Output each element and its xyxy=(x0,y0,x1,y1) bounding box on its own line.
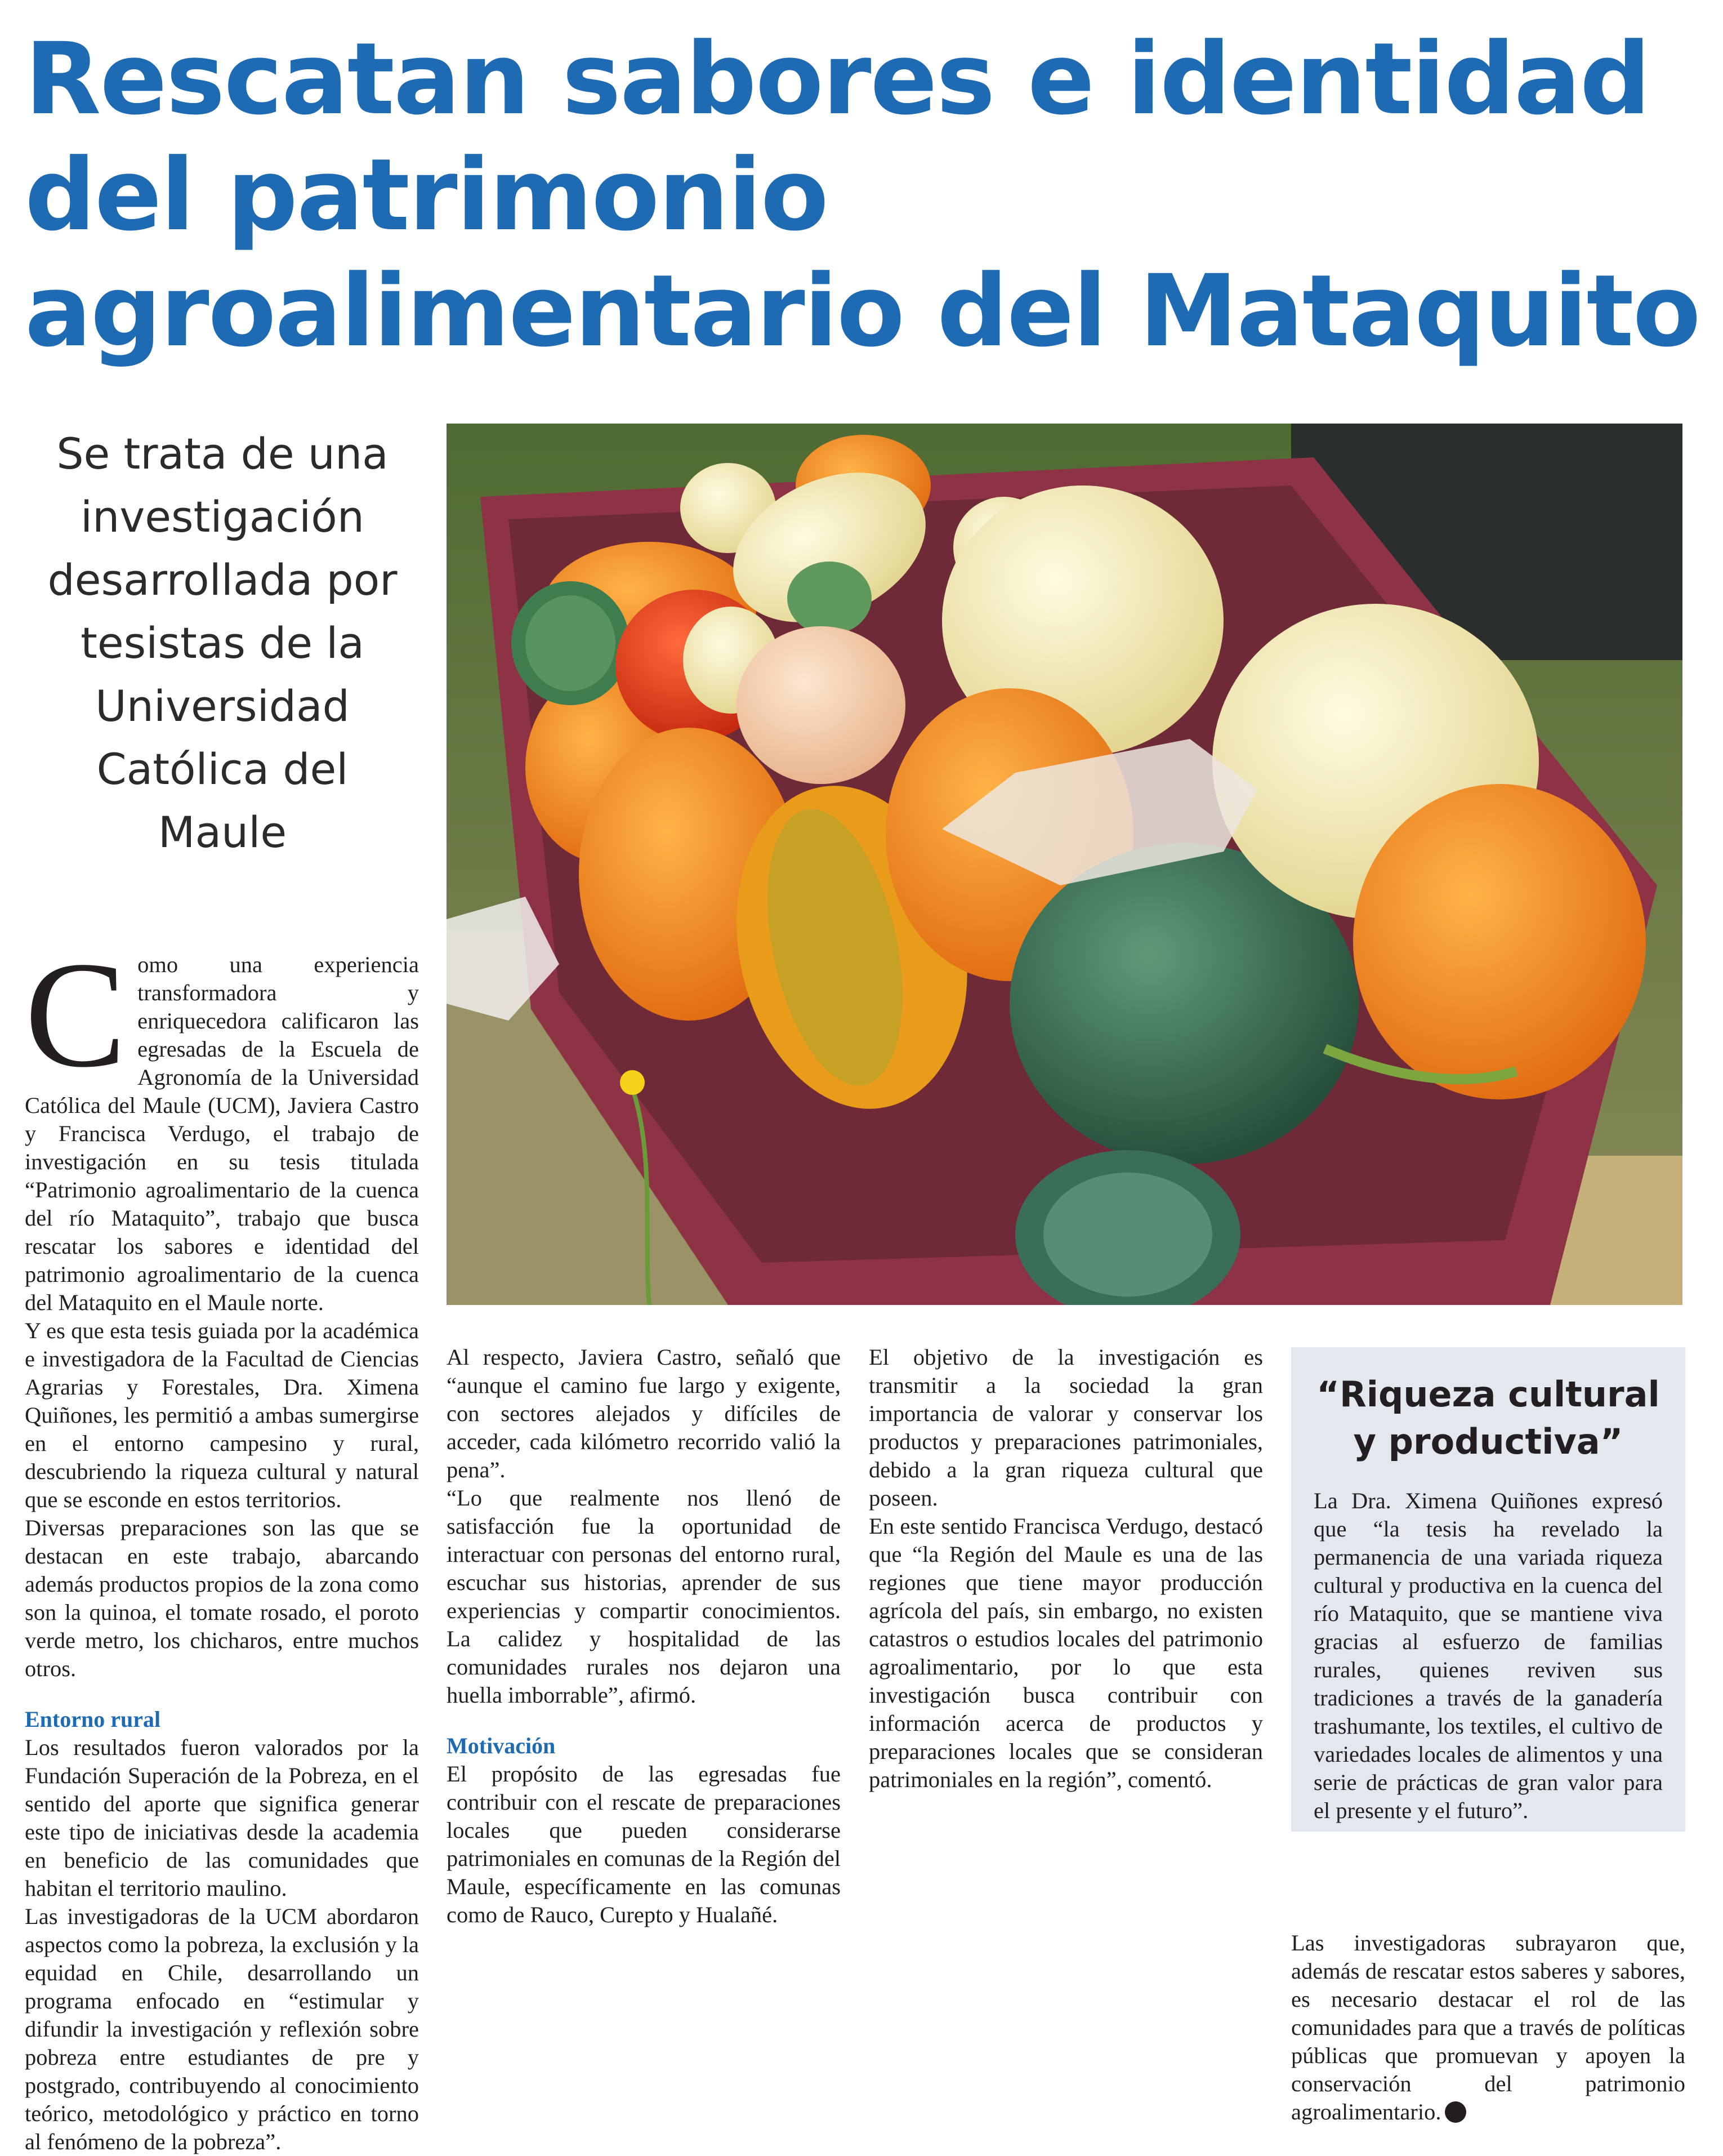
sidebar-text: La Dra. Ximena Quiñones expresó que “la tesis ha revelado la permanencia de una variada riqueza cultural y productiva en la cuenca del río Mataquito, que se mantiene viva gracias al esfuerzo de familias rurales, quienes reviven sus tradiciones a través de la ganadería trashumante, los textiles, el cultivo de variedades locales de alimentos y una serie de prácticas de gran valor para el presente y el futuro”. xyxy=(1314,1488,1663,1823)
closing-text: Las investigadoras subrayaron que, además de rescatar estos saberes y sabores, es necesario destacar el rol de las comunidades para que a través de políticas públicas que promuevan y apoyen la conservación del patrimonio agroalimentario. xyxy=(1291,1930,1685,2124)
sidebar-title: “Riqueza cultural y productiva” xyxy=(1316,1374,1660,1462)
paragraph: El propósito de las egresadas fue contribuir con el rescate de preparaciones locales que pueden considerarse patrimoniales en comunas de la Región del Maule, específicamente en las comunas como de Rauco, Curepto y Hualañé. xyxy=(447,1761,841,1927)
paragraph: En este sentido Francisca Verdugo, destacó que “la Región del Maule es una de las regiones que tiene mayor producción agrícola del país, sin embargo, no existen catastros o estudios locales del patrimonio agroalimentario, por lo que esta investigación busca contribuir con información acerca de productos y preparaciones locales que se consideran patrimoniales en la región”, comentó. xyxy=(869,1513,1263,1792)
end-mark-icon xyxy=(1445,2101,1466,2123)
subheading-motivacion: Motivación xyxy=(447,1733,556,1758)
article-column-1 xyxy=(25,930,419,2156)
paragraph: Las investigadoras de la UCM abordaron aspectos como la pobreza, la exclusión y la equidad en Chile, desarrollando un programa enfocado en “estimular y difundir la investigación y reflexión sobre pobreza entre estudiantes de pre y postgrado, contribuyendo al conocimiento teórico, metodológico y práctico en torno al fenómeno de la pobreza”. xyxy=(25,1904,419,2154)
drop-cap: C xyxy=(25,930,127,1099)
deck-subtitle: Se trata de una investigación desarrollada por tesistas de la Universidad Católica del Maule xyxy=(47,429,398,857)
lead-paragraph xyxy=(25,930,419,1317)
paragraph: Diversas preparaciones son las que se destacan en este trabajo, abarcando además productos propios de la zona como son la quinoa, el tomate rosado, el poroto verde metro, los chicharos, entre muchos otros. xyxy=(25,1515,419,1681)
article-column-4 xyxy=(1291,1929,1685,2126)
lead-text: omo una experiencia transformadora y enriquecedora calificaron las egresadas de la Escuela de Agronomía de la Universidad Católica del Maule (UCM), Javiera Castro y Francisca Verdugo, el trabajo de investigación en su tesis titulada “Patrimonio agroalimentario de la cuenca del río Mataquito”, trabajo que busca rescatar los sabores e identidad del patrimonio agroalimentario de la cuenca del Mataquito en el Maule norte. xyxy=(25,952,419,1315)
headline: Rescatan sabores e identidad del patrimonio agroalimentario del Mataquito xyxy=(25,21,1700,369)
paragraph: El objetivo de la investigación es transmitir a la sociedad la gran importancia de valorar y conservar los productos y preparaciones patrimoniales, debido a la gran riqueza cultural que poseen. xyxy=(869,1344,1263,1511)
paragraph: Al respecto, Javiera Castro, señaló que “aunque el camino fue largo y exigente, con sectores alejados y difíciles de acceder, cada kilómetro recorrido valió la pena”. xyxy=(447,1344,841,1482)
quote-sidebar xyxy=(1291,1347,1685,1832)
subheading-entorno-rural: Entorno rural xyxy=(25,1707,161,1732)
paragraph: “Lo que realmente nos llenó de satisfacción fue la oportunidad de interactuar con personas del entorno rural, escuchar sus historias, aprender de sus experiencias y compartir conocimientos. La calidez y hospitalidad de las comunidades rurales nos dejaron una huella imborrable”, afirmó. xyxy=(447,1485,841,1708)
article-column-2 xyxy=(447,1343,841,1929)
article-column-3 xyxy=(869,1343,1263,1794)
closing-paragraph xyxy=(1291,1929,1685,2126)
article-photo xyxy=(447,424,1682,1305)
paragraph: Los resultados fueron valorados por la Fundación Superación de la Pobreza, en el sentido del aporte que significa generar este tipo de iniciativas desde la academia en beneficio de las comunidades que habitan el territorio maulino. xyxy=(25,1735,419,1901)
paragraph: Y es que esta tesis guiada por la académica e investigadora de la Facultad de Ciencias Agrarias y Forestales, Dra. Ximena Quiñones, les permitió a ambas sumergirse en el entorno campesino y rural, descubriendo la riqueza cultural y natural que se esconde en estos territorios. xyxy=(25,1318,419,1512)
produce-crate-image xyxy=(447,424,1682,1305)
